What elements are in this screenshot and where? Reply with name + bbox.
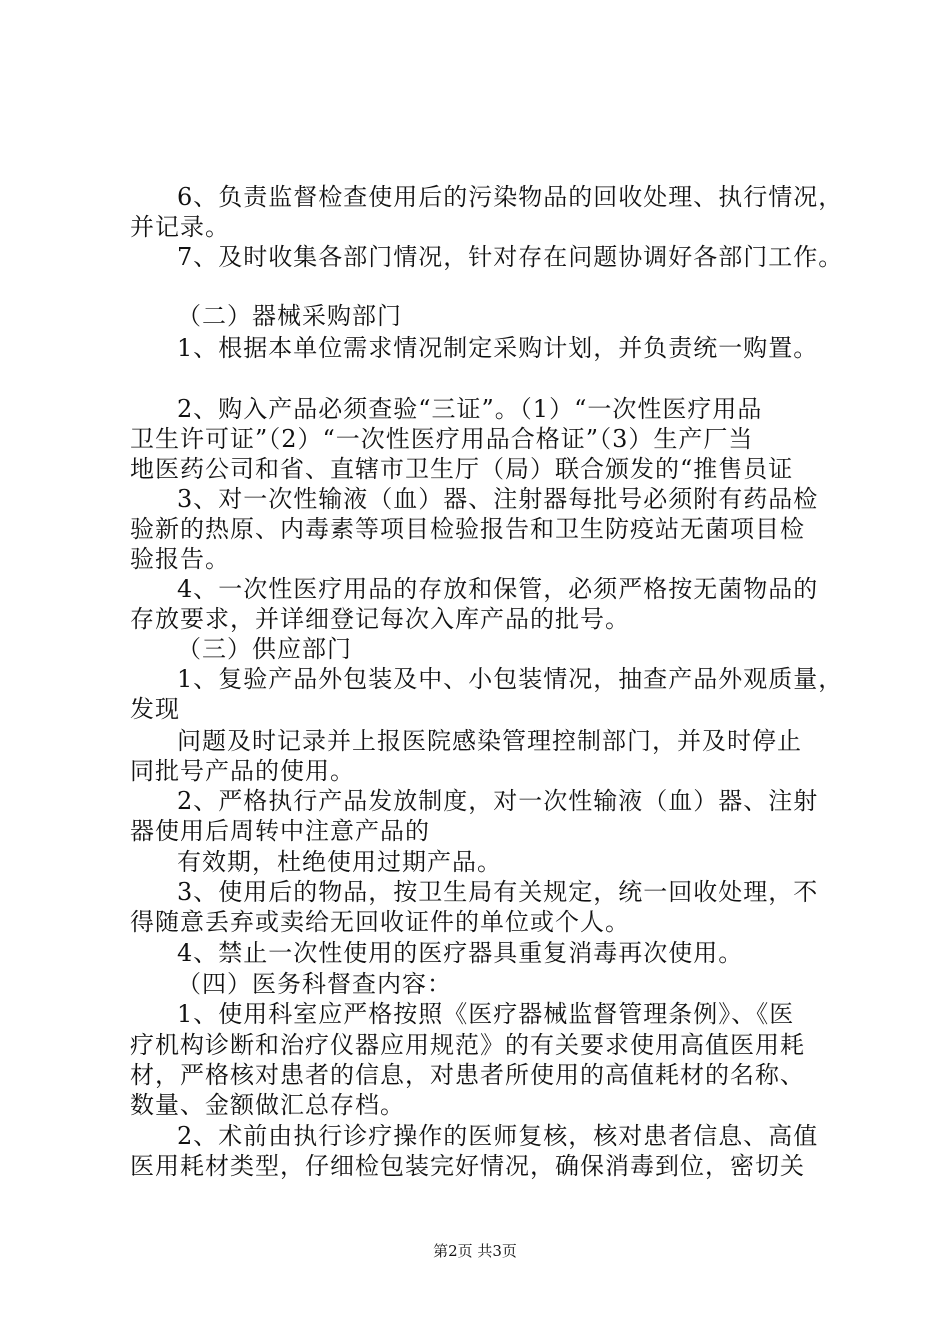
text-line: 地医药公司和省、直辖市卫生厅（局）联合颁发的“推售员证 <box>130 455 794 483</box>
section-heading: （四）医务科督查内容： <box>177 970 452 998</box>
text-line: 4、禁止一次性使用的医疗器具重复消毒再次使用。 <box>177 939 744 967</box>
text-line: 1、根据本单位需求情况制定采购计划，并负责统一购置。 <box>177 334 819 362</box>
text-line: 发现 <box>130 695 180 723</box>
text-line: 数量、金额做汇总存档。 <box>130 1091 405 1119</box>
text-line: 器使用后周转中注意产品的 <box>130 817 430 845</box>
text-line: 验报告。 <box>130 545 230 573</box>
text-line: 问题及时记录并上报医院感染管理控制部门，并及时停止 <box>177 727 802 755</box>
text-line: 疗机构诊断和治疗仪器应用规范》的有关要求使用高值医用耗 <box>130 1031 805 1059</box>
text-line: 卫生许可证”（2）“一次性医疗用品合格证”（3）生产厂当 <box>130 425 754 453</box>
text-line: 2、购入产品必须查验“三证”。（1）“一次性医疗用品 <box>177 395 763 423</box>
text-line: 1、复验产品外包装及中、小包装情况，抽查产品外观质量， <box>177 665 844 693</box>
section-heading: （二）器械采购部门 <box>177 302 402 330</box>
page-number-footer: 第2页 共3页 <box>433 1242 517 1260</box>
text-line: 3、对一次性输液（血）器、注射器每批号必须附有药品检 <box>177 485 819 513</box>
text-line: 同批号产品的使用。 <box>130 757 355 785</box>
text-line: 材，严格核对患者的信息，对患者所使用的高值耗材的名称、 <box>130 1061 805 1089</box>
text-line: 得随意丢弃或卖给无回收证件的单位或个人。 <box>130 908 630 936</box>
text-line: 2、术前由执行诊疗操作的医师复核，核对患者信息、高值 <box>177 1122 819 1150</box>
text-line: 1、使用科室应严格按照《医疗器械监督管理条例》、《医 <box>177 1000 795 1028</box>
text-line: 4、一次性医疗用品的存放和保管，必须严格按无菌物品的 <box>177 575 819 603</box>
text-line: 存放要求，并详细登记每次入库产品的批号。 <box>130 605 630 633</box>
text-line: 并记录。 <box>130 213 230 241</box>
text-line: 验新的热原、内毒素等项目检验报告和卫生防疫站无菌项目检 <box>130 515 805 543</box>
text-line: 7、及时收集各部门情况，针对存在问题协调好各部门工作。 <box>177 243 844 271</box>
text-line: 2、严格执行产品发放制度，对一次性输液（血）器、注射 <box>177 787 819 815</box>
text-line: 医用耗材类型，仔细检包装完好情况，确保消毒到位，密切关 <box>130 1152 805 1180</box>
text-line: 有效期，杜绝使用过期产品。 <box>177 848 502 876</box>
text-line: 6、负责监督检查使用后的污染物品的回收处理、执行情况， <box>177 183 844 211</box>
text-line: 3、使用后的物品，按卫生局有关规定，统一回收处理，不 <box>177 878 819 906</box>
section-heading: （三）供应部门 <box>177 635 352 663</box>
